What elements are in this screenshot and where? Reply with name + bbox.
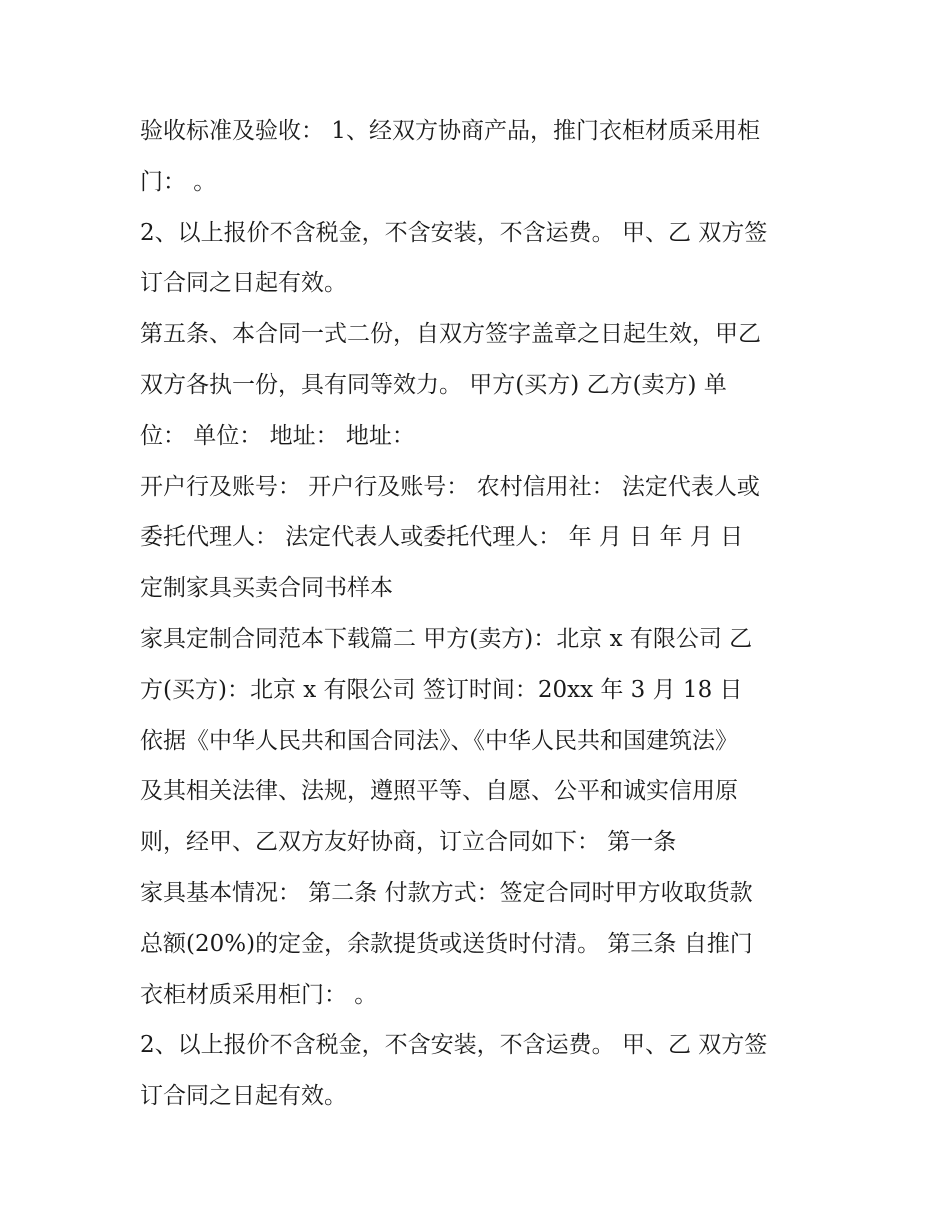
text-line: 则，经甲、乙双方友好协商，订立合同如下： 第一条 xyxy=(140,829,677,856)
text-line: 及其相关法律、法规，遵照平等、自愿、公平和诚实信用原 xyxy=(140,778,738,805)
text-line: 第五条、本合同一式二份，自双方签字盖章之日起生效，甲乙 xyxy=(140,321,761,348)
text-line: 家具基本情况： 第二条 付款方式：签定合同时甲方收取货款 xyxy=(140,879,753,906)
text-line: 2、以上报价不含税金，不含安装，不含运费。 甲、乙 双方签 xyxy=(140,219,768,246)
text-line: 开户行及账号： 开户行及账号： 农村信用社： 法定代表人或 xyxy=(140,473,760,500)
section-heading: 定制家具买卖合同书样本 xyxy=(140,575,393,602)
text-line: 家具定制合同范本下载篇二 甲方(卖方)：北京 x 有限公司 乙 xyxy=(140,625,753,652)
text-line: 门： 。 xyxy=(140,168,217,195)
text-line: 委托代理人： 法定代表人或委托代理人： 年 月 日 年 月 日 xyxy=(140,524,744,551)
text-line: 2、以上报价不含税金，不含安装，不含运费。 甲、乙 双方签 xyxy=(140,1032,768,1059)
text-line: 方(买方)：北京 x 有限公司 签订时间：20xx 年 3 月 18 日 xyxy=(140,676,743,703)
text-line: 双方各执一份，具有同等效力。 甲方(买方) 乙方(卖方) 单 xyxy=(140,371,727,398)
text-line: 衣柜材质采用柜门： 。 xyxy=(140,981,378,1008)
text-line: 依据《中华人民共和国合同法》、《中华人民共和国建筑法》 xyxy=(140,727,738,754)
text-line: 位： 单位： 地址： 地址： xyxy=(140,422,415,449)
text-line: 订合同之日起有效。 xyxy=(140,270,347,297)
text-line: 订合同之日起有效。 xyxy=(140,1083,347,1110)
text-line: 总额(20%)的定金，余款提货或送货时付清。 第三条 自推门 xyxy=(140,930,753,957)
text-line: 验收标准及验收： 1、经双方协商产品，推门衣柜材质采用柜 xyxy=(140,118,760,144)
document-body xyxy=(140,106,820,1122)
